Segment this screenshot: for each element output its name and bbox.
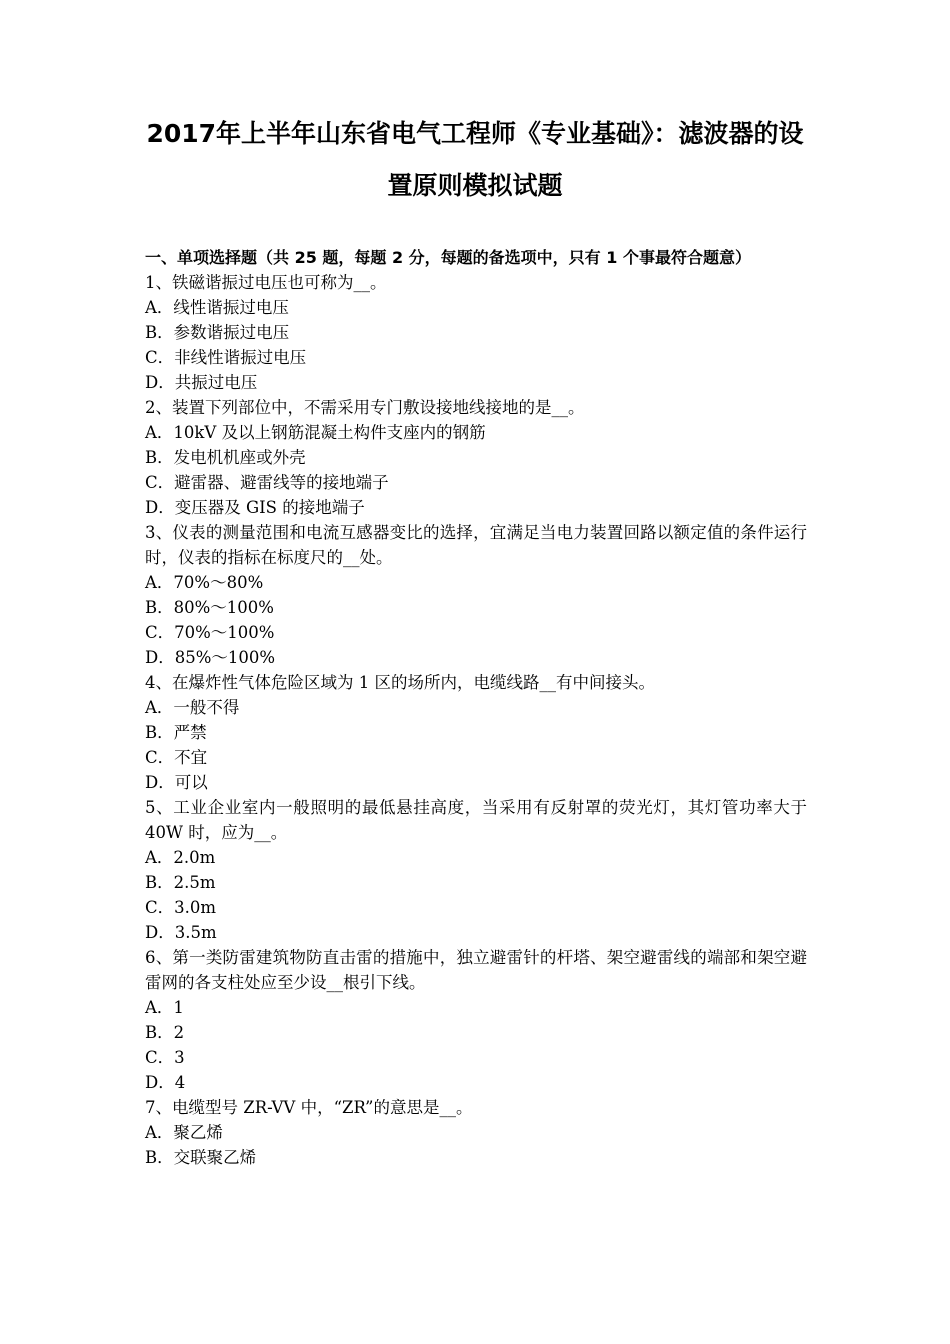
answer-option: B．2 (145, 1023, 185, 1042)
answer-option: D．85%～100% (145, 648, 276, 667)
answer-option: B．发电机机座或外壳 (145, 448, 306, 467)
answer-option: A．线性谐振过电压 (145, 298, 289, 317)
question-text: 7、电缆型号 ZR-VV 中，“ZR”的意思是__。 (145, 1098, 473, 1117)
question-text: 5、工业企业室内一般照明的最低悬挂高度，当采用有反射罩的荧光灯，其灯管功率大于 40W 时，应为__。 (145, 798, 807, 842)
answer-option: C．非线性谐振过电压 (145, 348, 307, 367)
question-block (145, 945, 807, 1095)
answer-option: B．交联聚乙烯 (145, 1148, 257, 1167)
answer-option: D．变压器及 GIS 的接地端子 (145, 498, 365, 517)
answer-option: D．4 (145, 1073, 186, 1092)
question-text: 4、在爆炸性气体危险区域为 1 区的场所内，电缆线路__有中间接头。 (145, 673, 655, 692)
answer-option: B．参数谐振过电压 (145, 323, 290, 342)
answer-option: B．80%～100% (145, 598, 274, 617)
question-block (145, 1095, 807, 1170)
question-text: 3、仪表的测量范围和电流互感器变比的选择，宜满足当电力装置回路以额定值的条件运行时，仪表的指标在标度尺的__处。 (145, 523, 807, 567)
question-text: 2、装置下列部位中，不需采用专门敷设接地线接地的是__。 (145, 398, 585, 417)
question-block (145, 520, 807, 670)
answer-option: B．严禁 (145, 723, 207, 742)
title-line-2: 置原则模拟试题 (387, 171, 563, 200)
answer-option: C．70%～100% (145, 623, 275, 642)
question-block (145, 395, 807, 520)
answer-option: A．2.0m (145, 848, 216, 867)
answer-option: B．2.5m (145, 873, 216, 892)
answer-option: A．10kV 及以上钢筋混凝土构件支座内的钢筋 (145, 423, 486, 442)
answer-option: C．不宜 (145, 748, 208, 767)
answer-option: D．共振过电压 (145, 373, 258, 392)
answer-option: D．可以 (145, 773, 208, 792)
question-block (145, 270, 807, 395)
title-line-1: 2017年上半年山东省电气工程师《专业基础》：滤波器的设 (146, 119, 804, 148)
answer-option: A．一般不得 (145, 698, 240, 717)
question-text: 6、第一类防雷建筑物防直击雷的措施中，独立避雷针的杆塔、架空避雷线的端部和架空避雷网的各支柱处应至少设__根引下线。 (145, 948, 807, 992)
answer-option: A．70%～80% (145, 573, 264, 592)
question-block (145, 670, 807, 795)
question-text: 1、铁磁谐振过电压也可称为__。 (145, 273, 387, 292)
answer-option: A．聚乙烯 (145, 1123, 223, 1142)
answer-option: C．避雷器、避雷线等的接地端子 (145, 473, 389, 492)
answer-option: C．3 (145, 1048, 185, 1067)
answer-option: A．1 (145, 998, 184, 1017)
section-heading: 一、单项选择题（共 25 题，每题 2 分，每题的备选项中，只有 1 个事最符合题意） (145, 248, 751, 267)
document-body (145, 245, 807, 1170)
answer-option: D．3.5m (145, 923, 217, 942)
question-block (145, 795, 807, 945)
answer-option: C．3.0m (145, 898, 217, 917)
question-list (145, 270, 807, 1170)
document-title (100, 108, 850, 212)
